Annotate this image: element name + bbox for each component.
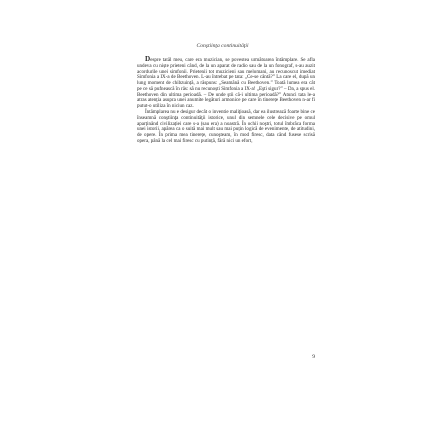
body-text	[137, 57, 315, 145]
paragraph	[137, 110, 315, 145]
page-number: 9	[312, 354, 315, 360]
drop-cap: D	[145, 55, 151, 63]
paragraph-text: espre tatăl meu, care era muzician, se povestea următoarea întâmplare. Se afla undeva cu niște prieteni când, de la un aparat de radio sau de la un fonograf, s-au auzit acordurile unei simfonii. Prietenii tot muzicieni sau melomani, au recunoscut imediat Simfonia a IX-a de Beethoven. L-au întrebat pe tata: „Ce-se cântă?” La care el, după un lung moment de chibzuință, a răspuns: „Seamănă cu Beethoven.” Toată lumea era cât pe ce să pufnească în râs: să nu recunoști Simfonia a IX-a! „Eşti sigur?” – Da, a spus el. Beethoven din ultima perioadă. – De unde ştii că-i ultima perioadă?” Atunci tata le-a atras atenția asupra unei anumite legături armonice pe care în tinerețe Beethoven n-ar fi putut-o utiliza în niciun caz.	[137, 57, 315, 110]
running-head: Conştiinţa continuităţii	[196, 43, 249, 49]
paragraph	[137, 57, 315, 110]
paragraph-text: Întâmplarea nu e desigur decât o inventie maliţioasă, dar ea ilustrează foarte bine ce înseamnă conştiinţa continuităţii istorice, unul din semnele cele decisive pe omul aparținând civilizației care s-a (sau era) a noastră. În ochii noştri, totul îmbrăca forma unei istorii, apărea ca o suită mai mult sau mai puțin logică de evenimente, de atitudini, de opere. În prima mea tinerețe, cunoşteam, în mod firesc, data când fusese scrisă opera, până la cel mai firesc cu putință, fără nici un efort,	[137, 109, 315, 144]
